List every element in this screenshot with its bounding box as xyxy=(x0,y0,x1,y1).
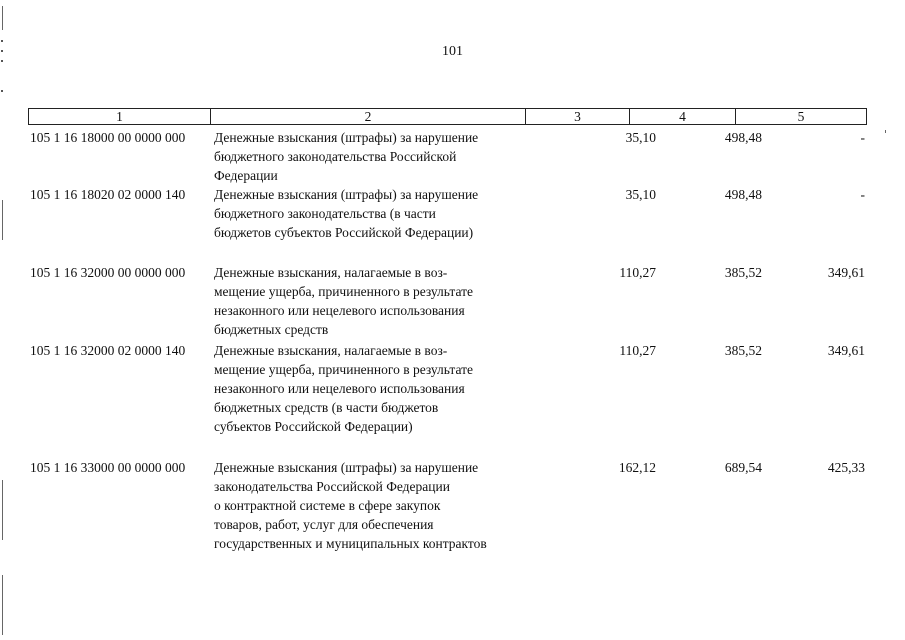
revenue-name: Денежные взыскания, налагаемые в воз- мещение ущерба, причиненного в результате незаконного или нецелевого использования бюджетных средств (в части бюджетов субъектов Российской Федерации) xyxy=(214,343,474,434)
value-column-3: 162,12 xyxy=(618,460,656,475)
budget-code: 105 1 16 18000 00 0000 000 xyxy=(30,130,186,145)
scan-margin-dot xyxy=(1,40,3,42)
value-column-4: 385,52 xyxy=(724,343,762,358)
scan-margin-dot xyxy=(1,60,3,62)
page-number: 101 xyxy=(442,44,463,59)
budget-code: 105 1 16 33000 00 0000 000 xyxy=(30,460,186,475)
value-column-5: 349,61 xyxy=(827,265,865,280)
value-column-3: 35,10 xyxy=(625,130,656,145)
value-column-4: 498,48 xyxy=(724,187,762,202)
budget-code: 105 1 16 32000 00 0000 000 xyxy=(30,265,186,280)
value-column-4: 385,52 xyxy=(724,265,762,280)
column-header: 4 xyxy=(630,109,736,124)
value-column-3: 110,27 xyxy=(619,265,656,280)
revenue-name: Денежные взыскания (штрафы) за нарушение бюджетного законодательства (в части бюджетов субъектов Российской Федерации) xyxy=(214,187,479,240)
scan-margin-tick xyxy=(885,130,886,133)
scan-margin-line xyxy=(2,6,3,30)
value-column-4: 498,48 xyxy=(724,130,762,145)
table-header-row xyxy=(28,108,867,125)
column-header: 1 xyxy=(29,109,211,124)
value-column-4: 689,54 xyxy=(724,460,762,475)
scan-margin-line xyxy=(2,200,3,240)
revenue-name: Денежные взыскания (штрафы) за нарушение законодательства Российской Федерации о контрактной системе в сфере закупок товаров, работ, услуг для обеспечения государственных и муниципальных контрактов xyxy=(214,460,487,551)
scan-margin-dot xyxy=(1,90,3,92)
column-header: 2 xyxy=(211,109,526,124)
revenue-name: Денежные взыскания, налагаемые в воз- мещение ущерба, причиненного в результате незаконного или нецелевого использования бюджетных средств xyxy=(214,265,474,337)
value-column-5: 349,61 xyxy=(827,343,865,358)
revenue-name: Денежные взыскания (штрафы) за нарушение бюджетного законодательства Российской Федерации xyxy=(214,130,479,183)
budget-code: 105 1 16 18020 02 0000 140 xyxy=(30,187,186,202)
scan-margin-line xyxy=(2,480,3,540)
column-header: 3 xyxy=(526,109,630,124)
value-column-5: - xyxy=(860,187,865,202)
budget-code: 105 1 16 32000 02 0000 140 xyxy=(30,343,186,358)
value-column-5: 425,33 xyxy=(827,460,865,475)
scan-margin-line xyxy=(2,575,3,635)
value-column-3: 110,27 xyxy=(619,343,656,358)
column-header: 5 xyxy=(797,109,805,124)
value-column-3: 35,10 xyxy=(625,187,656,202)
value-column-5: - xyxy=(860,130,865,145)
